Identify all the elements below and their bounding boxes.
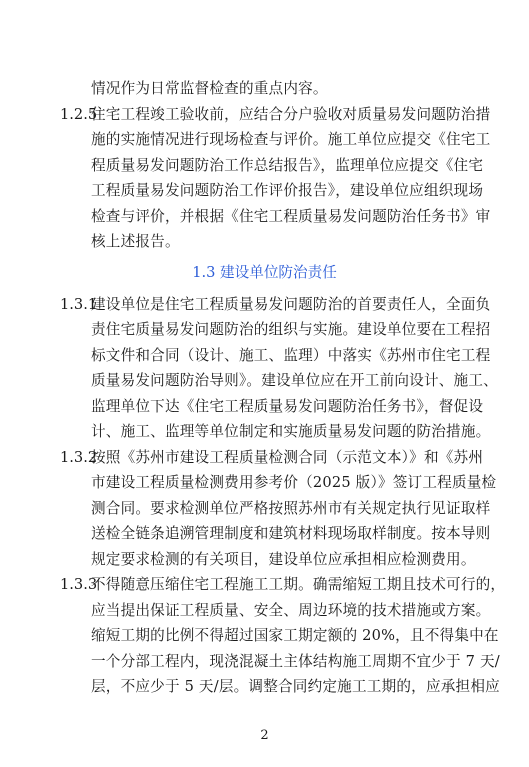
paragraph-line: 建设单位是住宅工程质量易发问题防治的首要责任人，全面负 <box>91 296 491 313</box>
section-heading: 1.3 建设单位防治责任 <box>192 264 337 281</box>
paragraph-line: 施的实施情况进行现场检查与评价。施工单位应提交《住宅工 <box>91 131 491 148</box>
paragraph-line: 按照《苏州市建设工程质量检测合同（示范文本）》和《苏州 <box>91 449 484 466</box>
paragraph-line: 市建设工程质量检测费用参考价（2025 版）》签订工程质量检 <box>91 474 497 491</box>
paragraph-line: 责住宅质量易发问题防治的组织与实施。建设单位要在工程招 <box>91 321 491 338</box>
page-number: 2 <box>260 728 269 743</box>
clause-number: 1.3.1 <box>60 296 98 313</box>
paragraph-line: 层，不应少于 5 天/层。调整合同约定施工工期的，应承担相应 <box>91 678 500 695</box>
paragraph-line: 计、施工、监理等单位制定和实施质量易发问题的防治措施。 <box>91 423 491 440</box>
clause-number: 1.3.2 <box>60 449 98 466</box>
paragraph-line: 工程质量易发问题防治工作评价报告》，建设单位应组织现场 <box>91 182 484 199</box>
paragraph-line: 程质量易发问题防治工作总结报告》，监理单位应提交《住宅 <box>91 157 484 174</box>
paragraph-line: 一个分部工程内，现浇混凝土主体结构施工周期不宜少于 7 天/ <box>91 653 500 670</box>
paragraph-line: 情况作为日常监督检查的重点内容。 <box>91 80 328 97</box>
paragraph-line: 监理单位下达《住宅工程质量易发问题防治任务书》，督促设 <box>91 398 484 415</box>
paragraph-line: 缩短工期的比例不得超过国家工期定额的 20%，且不得集中在 <box>91 627 499 644</box>
clause-number: 1.3.3 <box>60 576 98 593</box>
paragraph-line: 检查与评价，并根据《住宅工程质量易发问题防治任务书》审 <box>91 208 491 225</box>
paragraph-line: 住宅工程竣工验收前，应结合分户验收对质量易发问题防治措 <box>91 106 491 123</box>
paragraph-line: 不得随意压缩住宅工程施工工期。确需缩短工期且技术可行的， <box>91 576 506 593</box>
paragraph-line: 测合同。要求检测单位严格按照苏州市有关规定执行见证取样 <box>91 500 491 517</box>
paragraph-line: 送检全链条追溯管理制度和建筑材料现场取样制度。按本导则 <box>91 525 491 542</box>
paragraph-line: 核上述报告。 <box>91 233 180 250</box>
paragraph-line: 质量易发问题防治导则》。建设单位应在开工前向设计、施工、 <box>91 372 498 389</box>
paragraph-line: 标文件和合同（设计、施工、监理）中落实《苏州市住宅工程 <box>91 347 491 364</box>
paragraph-line: 应当提出保证工程质量、安全、周边环境的技术措施或方案。 <box>91 602 491 619</box>
paragraph-line: 规定要求检测的有关项目，建设单位应承担相应检测费用。 <box>91 551 476 568</box>
clause-number: 1.2.5 <box>60 106 98 123</box>
